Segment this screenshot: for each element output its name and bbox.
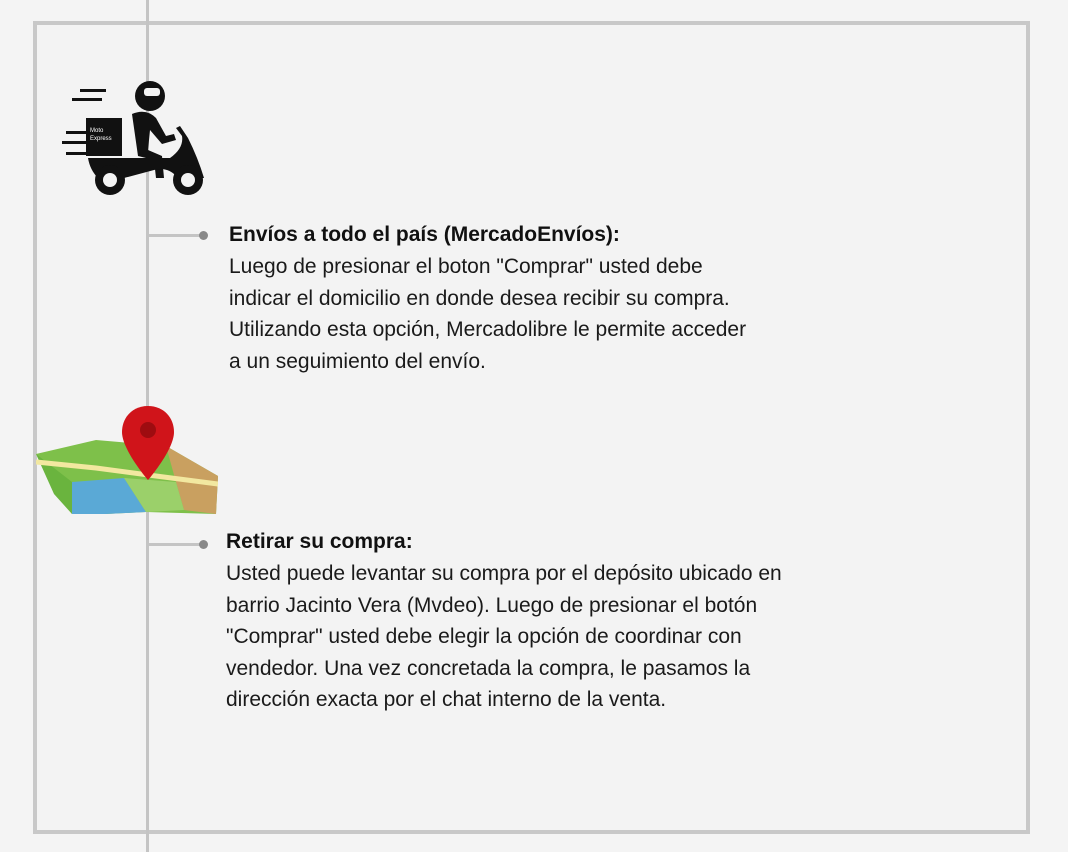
section-text-line: a un seguimiento del envío. bbox=[229, 349, 486, 373]
section-text-line: vendedor. Una vez concretada la compra, le pasamos la bbox=[226, 656, 751, 680]
section-text-line: Luego de presionar el boton "Comprar" usted debe bbox=[229, 255, 703, 278]
shipping-section bbox=[229, 219, 746, 377]
section-text-line: barrio Jacinto Vera (Mvdeo). Luego de presionar el botón bbox=[226, 593, 758, 617]
pickup-section bbox=[226, 526, 782, 716]
section-title: Envíos a todo el país (MercadoEnvíos): bbox=[229, 223, 620, 246]
section-text-line: Usted puede levantar su compra por el depósito ubicado en bbox=[226, 562, 782, 585]
section-text-line: dirección exacta por el chat interno de la venta. bbox=[226, 688, 667, 711]
box-label: Moto bbox=[90, 128, 104, 134]
section-text-line: indicar el domicilio en donde desea recibir su compra. bbox=[229, 286, 730, 310]
section-text-line: Utilizando esta opción, Mercadolibre le permite acceder bbox=[229, 318, 747, 341]
timeline-connector bbox=[148, 234, 202, 237]
section-title: Retirar su compra: bbox=[226, 530, 413, 553]
svg-text:Express: Express bbox=[90, 136, 112, 142]
timeline-connector bbox=[148, 543, 202, 546]
delivery-scooter-icon bbox=[58, 78, 210, 200]
timeline-dot bbox=[199, 231, 208, 240]
map-pin-icon bbox=[36, 402, 218, 516]
section-text-line: "Comprar" usted debe elegir la opción de coordinar con bbox=[226, 625, 742, 648]
timeline-dot bbox=[199, 540, 208, 549]
